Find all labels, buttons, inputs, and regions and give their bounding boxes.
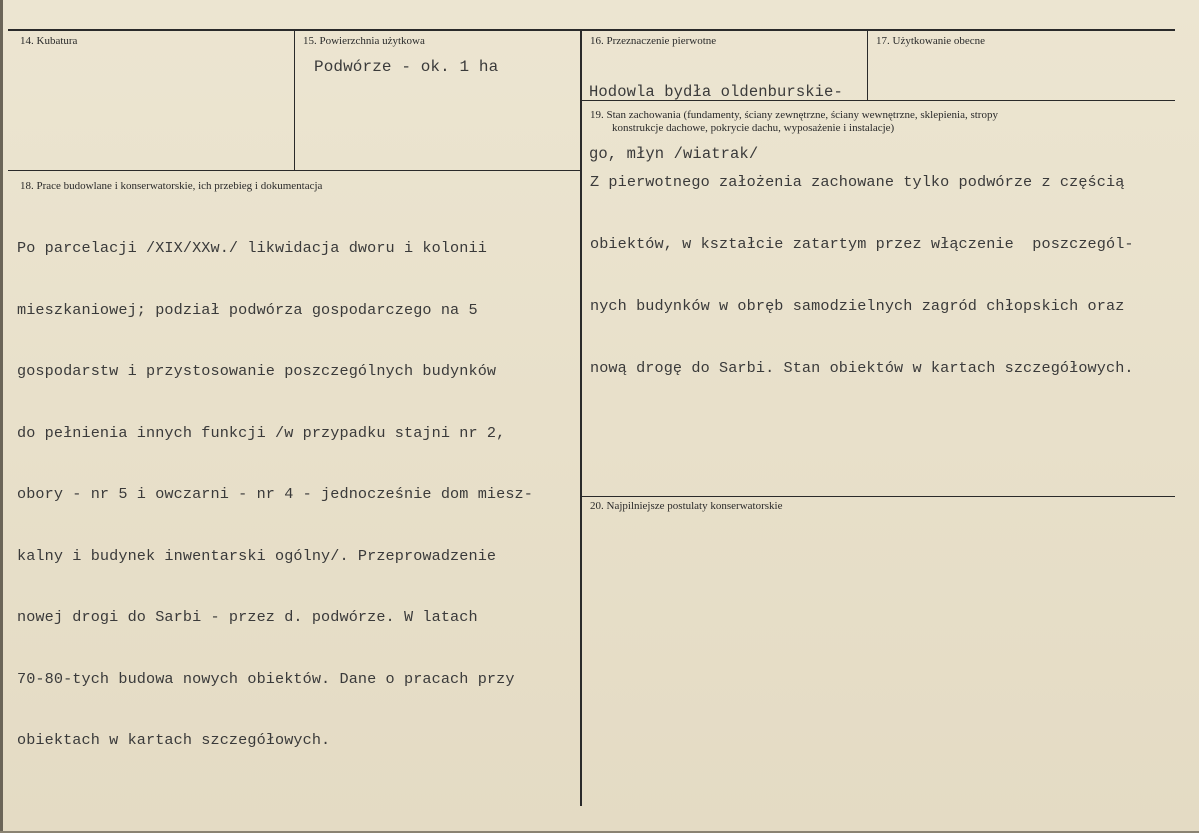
rule-under-14-15 — [8, 170, 581, 171]
field-18-line: obory - nr 5 i owczarni - nr 4 - jednocześnie dom miesz- — [17, 485, 533, 503]
field-16-line: go, młyn /wiatrak/ — [589, 144, 759, 163]
field-15-value: Podwórze - ok. 1 ha — [314, 58, 499, 76]
field-19-label-line: konstrukcje dachowe, pokrycie dachu, wyposażenie i instalacje) — [612, 122, 895, 134]
field-18-label: 18. Prace budowlane i konserwatorskie, ich przebieg i dokumentacja — [20, 180, 323, 192]
rule-above-20 — [581, 496, 1175, 497]
field-18-line: kalny i budynek inwentarski ogólny/. Przeprowadzenie — [17, 546, 497, 565]
divider-16-17 — [867, 30, 868, 100]
field-19-line: obiektów, w kształcie zatartym przez włączenie poszczegól- — [590, 235, 1134, 253]
field-19-line: nych budynków w obręb samodzielnych zagród chłopskich oraz — [590, 297, 1125, 315]
field-16-label: 16. Przeznaczenie pierwotne — [590, 35, 717, 47]
field-18-line: do pełnienia innych funkcji /w przypadku stajni nr 2, — [17, 423, 506, 442]
card-left-edge — [0, 0, 3, 833]
field-19-line: Z pierwotnego założenia zachowane tylko podwórze z częścią — [590, 173, 1125, 191]
field-18-line: gospodarstw i przystosowanie poszczególnych budynków — [17, 362, 497, 380]
field-18-line: nowej drogi do Sarbi - przez d. podwórze. W latach — [17, 608, 478, 626]
field-18-value — [17, 200, 533, 790]
field-16-line: Hodowla bydła oldenburskie- — [589, 83, 843, 101]
field-19-value — [590, 133, 1134, 417]
divider-main — [580, 30, 582, 806]
field-15-label: 15. Powierzchnia użytkowa — [303, 35, 425, 47]
field-18-line: mieszkaniowej; podział podwórza gospodarczego na 5 — [17, 300, 478, 319]
field-17-label: 17. Użytkowanie obecne — [876, 35, 986, 47]
field-20-label: 20. Najpilniejsze postulaty konserwatorskie — [590, 500, 783, 512]
field-18-line: obiektach w kartach szczegółowych. — [17, 731, 331, 749]
field-19-label — [590, 109, 998, 135]
top-rule — [8, 29, 1175, 31]
field-18-line: Po parcelacji /XIX/XXw./ likwidacja dworu i kolonii — [17, 239, 487, 257]
field-19-label-line: 19. Stan zachowania (fundamenty, ściany zewnętrzne, ściany wewnętrzne, sklepienia, stropy — [590, 109, 998, 121]
field-19-line: nową drogę do Sarbi. Stan obiektów w kartach szczegółowych. — [590, 359, 1134, 377]
field-14-label: 14. Kubatura — [20, 35, 78, 47]
divider-14-15 — [294, 30, 295, 170]
field-18-line: 70-80-tych budowa nowych obiektów. Dane o pracach przy — [17, 669, 515, 688]
